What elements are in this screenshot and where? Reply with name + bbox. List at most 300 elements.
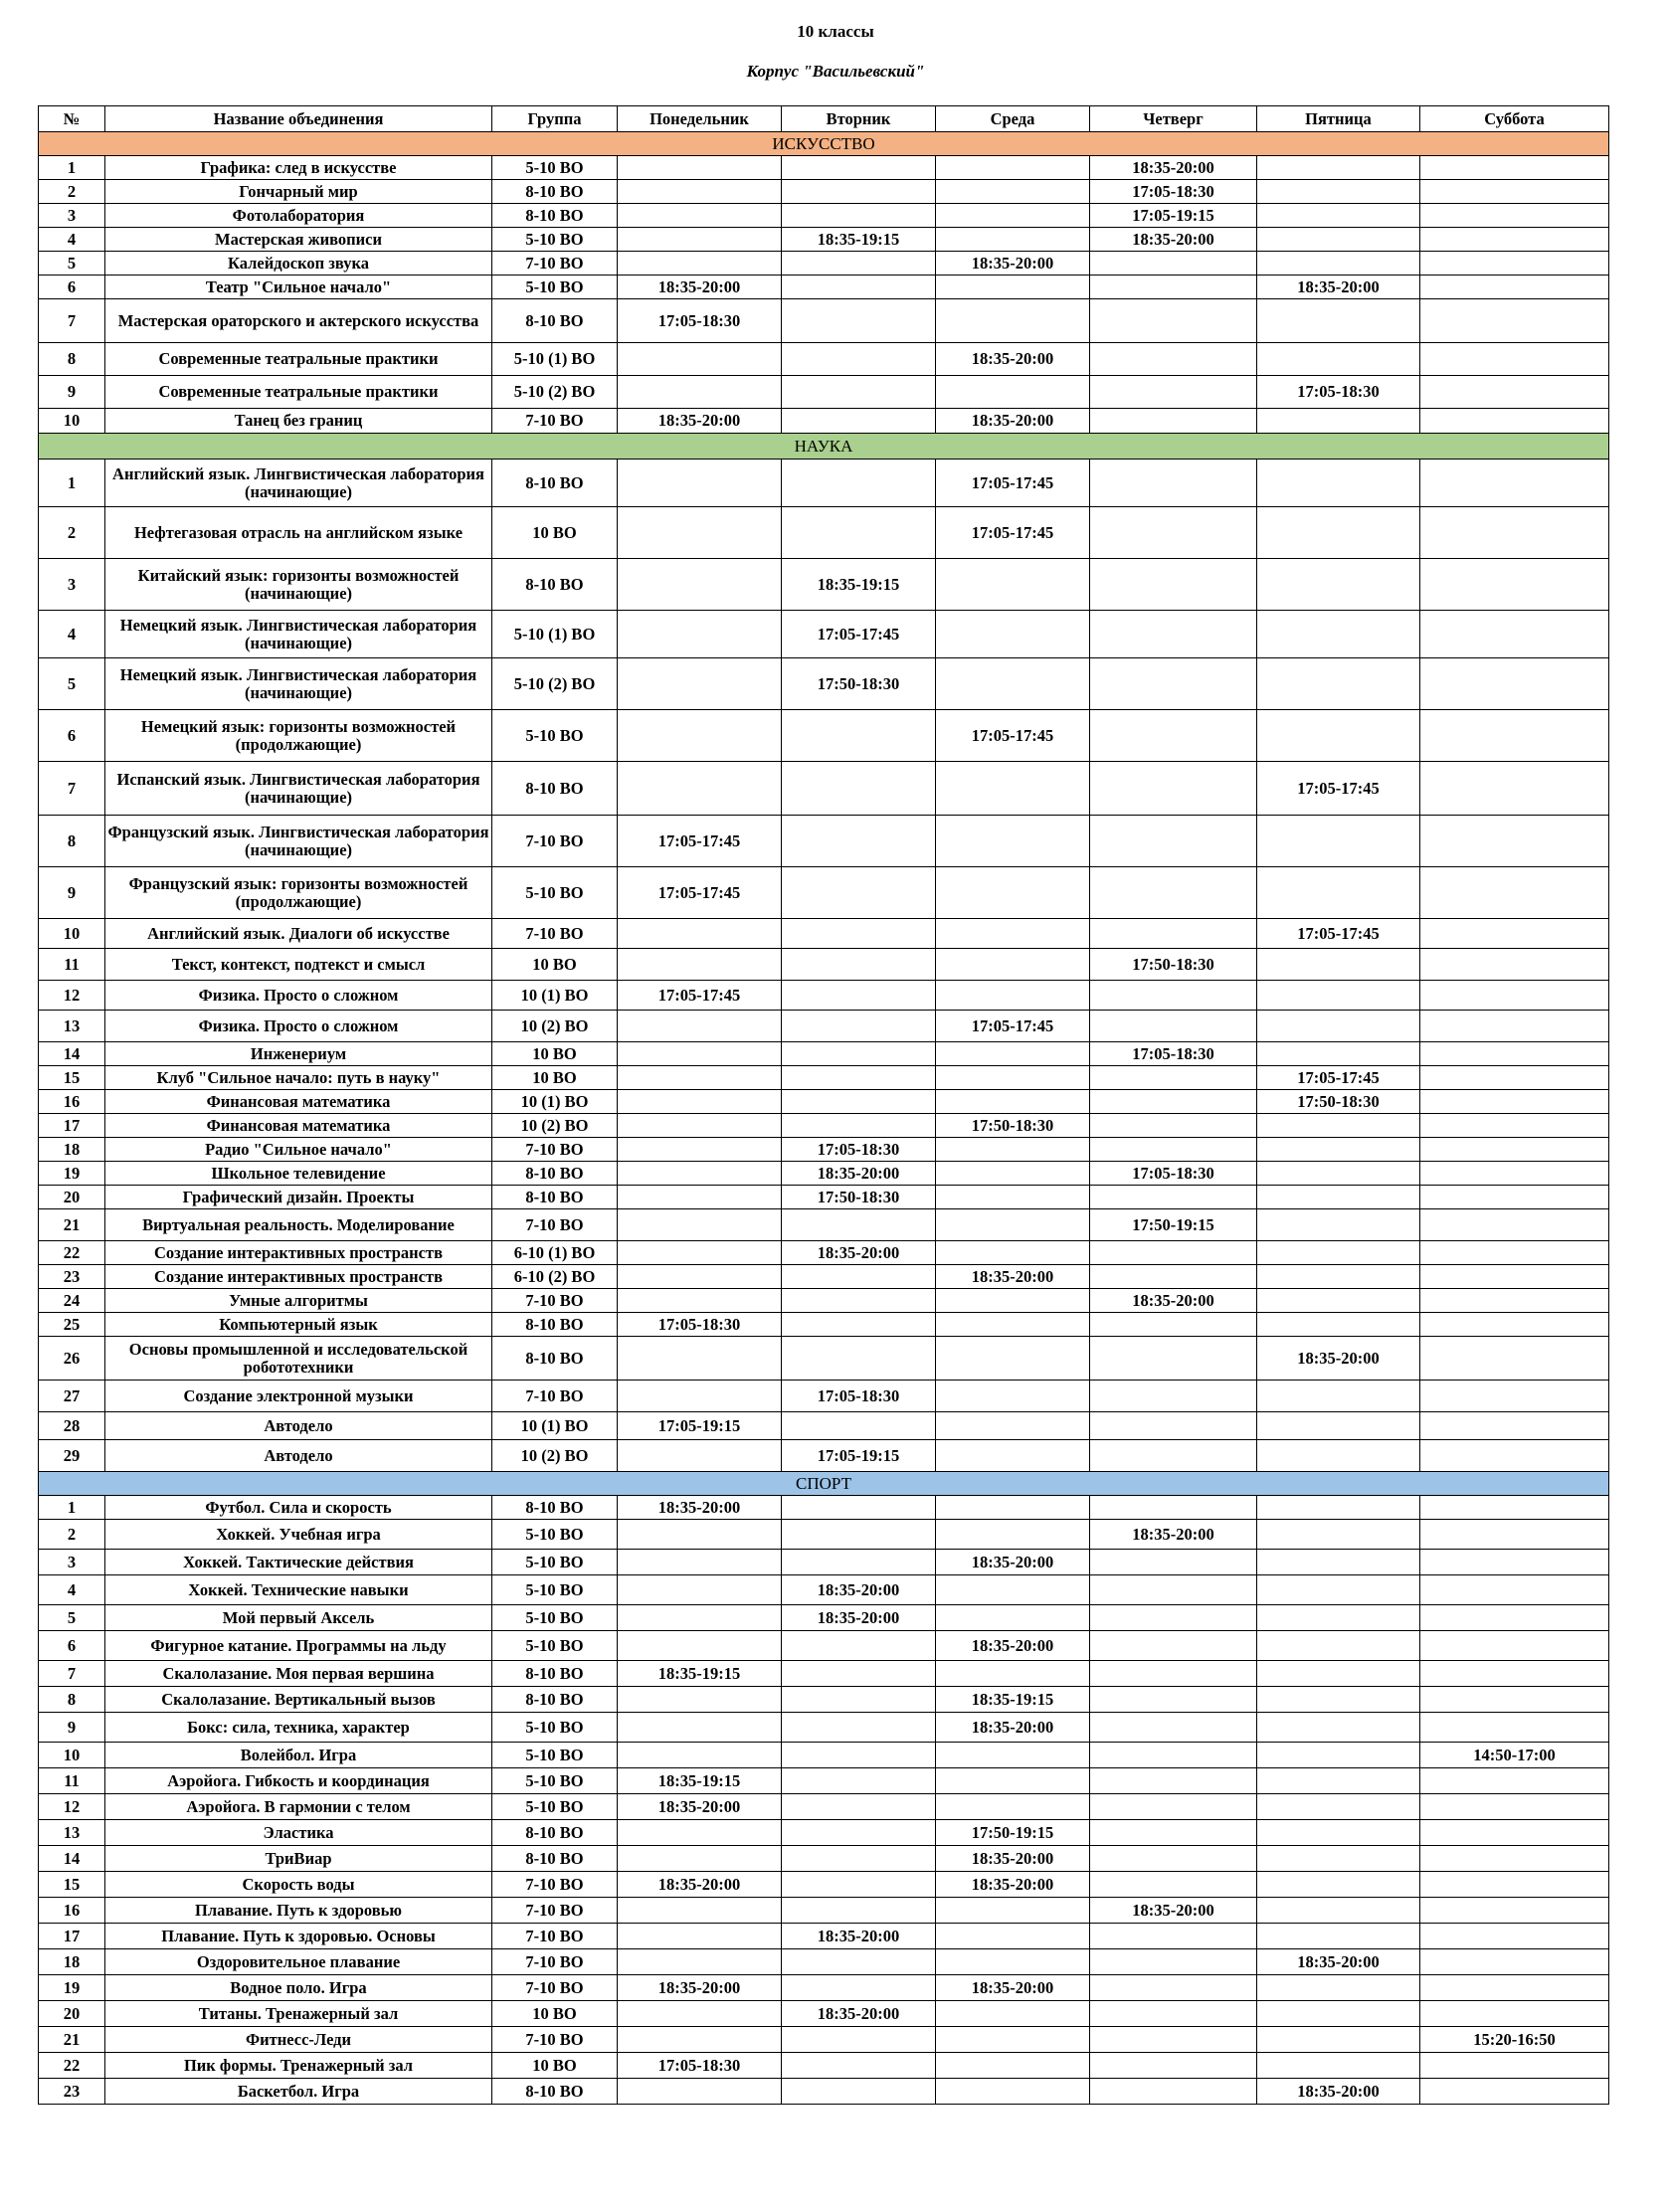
cell-friday xyxy=(1257,1440,1420,1472)
table-row xyxy=(39,1241,1609,1265)
cell-wednesday: 18:35-19:15 xyxy=(936,1687,1090,1713)
cell-tuesday: 17:05-18:30 xyxy=(782,1381,936,1412)
cell-thursday xyxy=(1090,1575,1257,1605)
cell-monday: 18:35-20:00 xyxy=(618,1872,782,1898)
cell-number: 20 xyxy=(39,1186,105,1209)
cell-wednesday: 17:05-17:45 xyxy=(936,1011,1090,1042)
cell-friday xyxy=(1257,981,1420,1011)
table-row xyxy=(39,816,1609,867)
cell-wednesday xyxy=(936,1440,1090,1472)
cell-tuesday xyxy=(782,1794,936,1820)
table-row xyxy=(39,1550,1609,1575)
cell-number: 9 xyxy=(39,376,105,409)
cell-group: 10 ВО xyxy=(492,1042,618,1066)
cell-name: Баскетбол. Игра xyxy=(105,2079,492,2105)
table-row xyxy=(39,228,1609,252)
cell-number: 21 xyxy=(39,1209,105,1241)
cell-friday: 18:35-20:00 xyxy=(1257,276,1420,299)
cell-group: 10 (2) ВО xyxy=(492,1011,618,1042)
cell-name: Радио "Сильное начало" xyxy=(105,1138,492,1162)
cell-thursday xyxy=(1090,1138,1257,1162)
cell-name: Аэройога. В гармонии с телом xyxy=(105,1794,492,1820)
cell-saturday xyxy=(1420,1898,1609,1924)
cell-wednesday xyxy=(936,1794,1090,1820)
cell-group: 10 ВО xyxy=(492,2053,618,2079)
cell-tuesday xyxy=(782,252,936,276)
cell-group: 8-10 ВО xyxy=(492,2079,618,2105)
cell-wednesday xyxy=(936,1090,1090,1114)
cell-saturday xyxy=(1420,1162,1609,1186)
table-row xyxy=(39,1846,1609,1872)
cell-saturday xyxy=(1420,1975,1609,2001)
cell-thursday: 17:50-19:15 xyxy=(1090,1209,1257,1241)
cell-thursday xyxy=(1090,1440,1257,1472)
cell-group: 5-10 ВО xyxy=(492,1794,618,1820)
cell-thursday xyxy=(1090,2053,1257,2079)
cell-friday xyxy=(1257,156,1420,180)
cell-saturday xyxy=(1420,1768,1609,1794)
cell-saturday xyxy=(1420,1820,1609,1846)
cell-tuesday xyxy=(782,343,936,376)
cell-name: Создание интерактивных пространств xyxy=(105,1241,492,1265)
cell-saturday xyxy=(1420,867,1609,919)
cell-wednesday xyxy=(936,228,1090,252)
cell-tuesday: 18:35-19:15 xyxy=(782,559,936,611)
cell-friday: 17:05-17:45 xyxy=(1257,919,1420,949)
cell-monday: 18:35-19:15 xyxy=(618,1768,782,1794)
cell-thursday xyxy=(1090,276,1257,299)
table-row xyxy=(39,762,1609,816)
cell-thursday xyxy=(1090,1975,1257,2001)
cell-name: Волейбол. Игра xyxy=(105,1743,492,1768)
cell-tuesday xyxy=(782,1768,936,1794)
cell-monday: 17:05-17:45 xyxy=(618,867,782,919)
cell-tuesday xyxy=(782,2053,936,2079)
cell-group: 5-10 ВО xyxy=(492,276,618,299)
cell-monday xyxy=(618,1186,782,1209)
cell-friday xyxy=(1257,1162,1420,1186)
cell-number: 14 xyxy=(39,1846,105,1872)
cell-group: 5-10 ВО xyxy=(492,156,618,180)
cell-monday xyxy=(618,1898,782,1924)
cell-monday: 18:35-20:00 xyxy=(618,1794,782,1820)
cell-group: 6-10 (1) ВО xyxy=(492,1241,618,1265)
cell-friday xyxy=(1257,252,1420,276)
cell-friday xyxy=(1257,1138,1420,1162)
cell-tuesday xyxy=(782,1550,936,1575)
cell-thursday xyxy=(1090,252,1257,276)
cell-number: 12 xyxy=(39,1794,105,1820)
cell-number: 8 xyxy=(39,816,105,867)
cell-saturday xyxy=(1420,949,1609,981)
cell-name: Английский язык. Диалоги об искусстве xyxy=(105,919,492,949)
cell-tuesday xyxy=(782,1042,936,1066)
cell-name: Физика. Просто о сложном xyxy=(105,981,492,1011)
cell-wednesday xyxy=(936,156,1090,180)
cell-number: 17 xyxy=(39,1114,105,1138)
cell-friday xyxy=(1257,1872,1420,1898)
cell-wednesday xyxy=(936,1138,1090,1162)
cell-group: 10 (1) ВО xyxy=(492,1090,618,1114)
cell-tuesday xyxy=(782,1520,936,1550)
cell-thursday xyxy=(1090,981,1257,1011)
header-cell-group: Группа xyxy=(492,106,618,132)
cell-group: 5-10 (2) ВО xyxy=(492,376,618,409)
cell-tuesday xyxy=(782,376,936,409)
cell-thursday xyxy=(1090,1313,1257,1337)
cell-saturday xyxy=(1420,1138,1609,1162)
cell-number: 8 xyxy=(39,343,105,376)
cell-monday xyxy=(618,1042,782,1066)
table-row xyxy=(39,1162,1609,1186)
cell-number: 12 xyxy=(39,981,105,1011)
cell-monday xyxy=(618,1846,782,1872)
table-row xyxy=(39,1743,1609,1768)
table-row xyxy=(39,1575,1609,1605)
cell-saturday xyxy=(1420,376,1609,409)
cell-group: 5-10 ВО xyxy=(492,1768,618,1794)
cell-wednesday: 18:35-20:00 xyxy=(936,1872,1090,1898)
cell-thursday xyxy=(1090,409,1257,434)
cell-saturday xyxy=(1420,460,1609,507)
cell-friday xyxy=(1257,1820,1420,1846)
cell-number: 23 xyxy=(39,1265,105,1289)
cell-thursday: 18:35-20:00 xyxy=(1090,228,1257,252)
cell-saturday xyxy=(1420,2053,1609,2079)
cell-wednesday xyxy=(936,559,1090,611)
cell-saturday xyxy=(1420,180,1609,204)
header-cell-monday: Понедельник xyxy=(618,106,782,132)
cell-tuesday: 17:05-19:15 xyxy=(782,1440,936,1472)
cell-number: 10 xyxy=(39,1743,105,1768)
cell-thursday xyxy=(1090,762,1257,816)
cell-wednesday xyxy=(936,1949,1090,1975)
cell-name: Умные алгоритмы xyxy=(105,1289,492,1313)
cell-group: 10 (2) ВО xyxy=(492,1440,618,1472)
header-cell-friday: Пятница xyxy=(1257,106,1420,132)
table-row xyxy=(39,1042,1609,1066)
cell-friday xyxy=(1257,204,1420,228)
cell-tuesday xyxy=(782,1975,936,2001)
cell-group: 7-10 ВО xyxy=(492,919,618,949)
cell-thursday: 17:50-18:30 xyxy=(1090,949,1257,981)
cell-wednesday xyxy=(936,1496,1090,1520)
cell-group: 5-10 (2) ВО xyxy=(492,658,618,710)
cell-name: Компьютерный язык xyxy=(105,1313,492,1337)
cell-tuesday xyxy=(782,1496,936,1520)
cell-number: 25 xyxy=(39,1313,105,1337)
cell-thursday: 17:05-18:30 xyxy=(1090,180,1257,204)
cell-saturday xyxy=(1420,409,1609,434)
cell-friday xyxy=(1257,409,1420,434)
cell-group: 7-10 ВО xyxy=(492,1289,618,1313)
cell-saturday xyxy=(1420,1846,1609,1872)
cell-group: 8-10 ВО xyxy=(492,180,618,204)
cell-monday xyxy=(618,1687,782,1713)
cell-group: 6-10 (2) ВО xyxy=(492,1265,618,1289)
cell-number: 1 xyxy=(39,460,105,507)
cell-wednesday: 17:50-18:30 xyxy=(936,1114,1090,1138)
cell-thursday xyxy=(1090,1550,1257,1575)
cell-thursday: 17:05-18:30 xyxy=(1090,1042,1257,1066)
cell-wednesday: 18:35-20:00 xyxy=(936,1846,1090,1872)
cell-wednesday xyxy=(936,1661,1090,1687)
cell-thursday xyxy=(1090,1114,1257,1138)
cell-thursday xyxy=(1090,1631,1257,1661)
cell-tuesday: 18:35-19:15 xyxy=(782,228,936,252)
cell-friday xyxy=(1257,1520,1420,1550)
cell-thursday xyxy=(1090,1605,1257,1631)
cell-group: 8-10 ВО xyxy=(492,1820,618,1846)
cell-monday xyxy=(618,2079,782,2105)
table-row xyxy=(39,949,1609,981)
cell-tuesday: 17:50-18:30 xyxy=(782,1186,936,1209)
table-row xyxy=(39,1186,1609,1209)
cell-name: Современные театральные практики xyxy=(105,343,492,376)
cell-number: 7 xyxy=(39,762,105,816)
cell-friday xyxy=(1257,180,1420,204)
table-row xyxy=(39,867,1609,919)
cell-saturday xyxy=(1420,1313,1609,1337)
cell-monday xyxy=(618,507,782,559)
cell-friday: 17:05-18:30 xyxy=(1257,376,1420,409)
cell-tuesday xyxy=(782,1265,936,1289)
table-row xyxy=(39,204,1609,228)
table-row xyxy=(39,1898,1609,1924)
cell-wednesday xyxy=(936,867,1090,919)
cell-thursday xyxy=(1090,1687,1257,1713)
cell-name: Испанский язык. Лингвистическая лаборатория (начинающие) xyxy=(105,762,492,816)
cell-wednesday xyxy=(936,376,1090,409)
cell-name: Хоккей. Тактические действия xyxy=(105,1550,492,1575)
cell-tuesday xyxy=(782,204,936,228)
table-row xyxy=(39,252,1609,276)
cell-group: 7-10 ВО xyxy=(492,1898,618,1924)
cell-thursday: 17:05-19:15 xyxy=(1090,204,1257,228)
cell-friday xyxy=(1257,2001,1420,2027)
cell-monday: 17:05-18:30 xyxy=(618,299,782,343)
cell-wednesday: 17:05-17:45 xyxy=(936,507,1090,559)
cell-wednesday: 18:35-20:00 xyxy=(936,1631,1090,1661)
cell-thursday xyxy=(1090,299,1257,343)
cell-friday xyxy=(1257,1743,1420,1768)
cell-monday: 18:35-20:00 xyxy=(618,1496,782,1520)
cell-number: 10 xyxy=(39,409,105,434)
cell-group: 8-10 ВО xyxy=(492,1186,618,1209)
cell-friday xyxy=(1257,507,1420,559)
cell-name: Хоккей. Технические навыки xyxy=(105,1575,492,1605)
cell-friday xyxy=(1257,1381,1420,1412)
cell-name: Школьное телевидение xyxy=(105,1162,492,1186)
cell-name: Физика. Просто о сложном xyxy=(105,1011,492,1042)
cell-monday xyxy=(618,1241,782,1265)
cell-saturday xyxy=(1420,1241,1609,1265)
cell-friday xyxy=(1257,1575,1420,1605)
cell-wednesday xyxy=(936,1313,1090,1337)
cell-monday xyxy=(618,156,782,180)
cell-tuesday: 18:35-20:00 xyxy=(782,1162,936,1186)
schedule-table xyxy=(38,105,1609,2105)
section-row xyxy=(39,132,1609,156)
cell-number: 7 xyxy=(39,1661,105,1687)
cell-friday xyxy=(1257,710,1420,762)
cell-name: Мой первый Аксель xyxy=(105,1605,492,1631)
cell-group: 10 ВО xyxy=(492,507,618,559)
cell-group: 5-10 ВО xyxy=(492,1631,618,1661)
cell-group: 7-10 ВО xyxy=(492,1381,618,1412)
cell-name: Плавание. Путь к здоровью. Основы xyxy=(105,1924,492,1949)
page-title: 10 классы xyxy=(797,22,874,41)
cell-thursday xyxy=(1090,376,1257,409)
table-row xyxy=(39,1661,1609,1687)
table-row xyxy=(39,1066,1609,1090)
cell-friday xyxy=(1257,1209,1420,1241)
cell-friday xyxy=(1257,1975,1420,2001)
table-row xyxy=(39,507,1609,559)
cell-friday: 17:50-18:30 xyxy=(1257,1090,1420,1114)
cell-group: 8-10 ВО xyxy=(492,204,618,228)
cell-saturday xyxy=(1420,559,1609,611)
cell-name: Пик формы. Тренажерный зал xyxy=(105,2053,492,2079)
cell-group: 7-10 ВО xyxy=(492,1872,618,1898)
cell-tuesday xyxy=(782,1661,936,1687)
table-row xyxy=(39,343,1609,376)
cell-thursday xyxy=(1090,1066,1257,1090)
header-cell-name: Название объединения xyxy=(105,106,492,132)
cell-friday xyxy=(1257,1713,1420,1743)
cell-group: 8-10 ВО xyxy=(492,1687,618,1713)
cell-saturday xyxy=(1420,981,1609,1011)
cell-thursday xyxy=(1090,2027,1257,2053)
cell-monday xyxy=(618,1949,782,1975)
cell-group: 8-10 ВО xyxy=(492,1162,618,1186)
table-row xyxy=(39,2001,1609,2027)
cell-monday xyxy=(618,1090,782,1114)
cell-tuesday xyxy=(782,867,936,919)
cell-friday xyxy=(1257,1605,1420,1631)
cell-wednesday xyxy=(936,1898,1090,1924)
section-title: СПОРТ xyxy=(39,1472,1609,1496)
cell-friday xyxy=(1257,1687,1420,1713)
table-row xyxy=(39,2027,1609,2053)
cell-saturday xyxy=(1420,2001,1609,2027)
cell-friday: 18:35-20:00 xyxy=(1257,1337,1420,1381)
cell-tuesday xyxy=(782,710,936,762)
cell-number: 2 xyxy=(39,180,105,204)
cell-friday xyxy=(1257,1550,1420,1575)
cell-monday xyxy=(618,376,782,409)
schedule-body xyxy=(39,132,1609,2105)
cell-friday xyxy=(1257,1898,1420,1924)
cell-tuesday: 18:35-20:00 xyxy=(782,1924,936,1949)
cell-wednesday xyxy=(936,1162,1090,1186)
cell-saturday xyxy=(1420,156,1609,180)
cell-thursday xyxy=(1090,2079,1257,2105)
cell-monday xyxy=(618,919,782,949)
cell-monday xyxy=(618,658,782,710)
cell-number: 4 xyxy=(39,611,105,658)
cell-thursday xyxy=(1090,559,1257,611)
cell-group: 5-10 ВО xyxy=(492,1743,618,1768)
table-row xyxy=(39,1090,1609,1114)
cell-thursday: 18:35-20:00 xyxy=(1090,156,1257,180)
cell-thursday xyxy=(1090,1872,1257,1898)
cell-thursday xyxy=(1090,2001,1257,2027)
cell-group: 5-10 ВО xyxy=(492,867,618,919)
cell-wednesday xyxy=(936,2001,1090,2027)
table-row xyxy=(39,1687,1609,1713)
cell-tuesday xyxy=(782,1631,936,1661)
cell-name: Танец без границ xyxy=(105,409,492,434)
cell-monday: 17:05-17:45 xyxy=(618,981,782,1011)
cell-name: Французский язык: горизонты возможностей (продолжающие) xyxy=(105,867,492,919)
cell-saturday xyxy=(1420,1605,1609,1631)
table-row xyxy=(39,1209,1609,1241)
cell-wednesday: 18:35-20:00 xyxy=(936,252,1090,276)
cell-friday: 17:05-17:45 xyxy=(1257,762,1420,816)
cell-number: 8 xyxy=(39,1687,105,1713)
cell-tuesday xyxy=(782,1289,936,1313)
cell-wednesday xyxy=(936,180,1090,204)
cell-thursday: 17:05-18:30 xyxy=(1090,1162,1257,1186)
cell-group: 10 ВО xyxy=(492,1066,618,1090)
cell-saturday xyxy=(1420,762,1609,816)
table-row xyxy=(39,460,1609,507)
cell-monday xyxy=(618,180,782,204)
table-row xyxy=(39,611,1609,658)
cell-saturday xyxy=(1420,1520,1609,1550)
cell-wednesday xyxy=(936,1924,1090,1949)
cell-group: 5-10 (1) ВО xyxy=(492,343,618,376)
cell-name: ТриВиар xyxy=(105,1846,492,1872)
cell-monday: 18:35-19:15 xyxy=(618,1661,782,1687)
cell-monday xyxy=(618,710,782,762)
cell-friday xyxy=(1257,1661,1420,1687)
cell-number: 28 xyxy=(39,1412,105,1440)
cell-tuesday xyxy=(782,299,936,343)
section-row xyxy=(39,1472,1609,1496)
cell-thursday xyxy=(1090,919,1257,949)
cell-name: Клуб "Сильное начало: путь в науку" xyxy=(105,1066,492,1090)
cell-monday xyxy=(618,1550,782,1575)
cell-group: 5-10 ВО xyxy=(492,1605,618,1631)
cell-group: 7-10 ВО xyxy=(492,2027,618,2053)
cell-name: Титаны. Тренажерный зал xyxy=(105,2001,492,2027)
cell-group: 5-10 ВО xyxy=(492,710,618,762)
cell-monday xyxy=(618,949,782,981)
cell-wednesday xyxy=(936,2053,1090,2079)
table-row xyxy=(39,2079,1609,2105)
table-row xyxy=(39,981,1609,1011)
cell-number: 26 xyxy=(39,1337,105,1381)
cell-friday xyxy=(1257,1768,1420,1794)
cell-number: 15 xyxy=(39,1872,105,1898)
cell-monday xyxy=(618,1605,782,1631)
cell-group: 8-10 ВО xyxy=(492,299,618,343)
table-row xyxy=(39,376,1609,409)
cell-group: 10 ВО xyxy=(492,2001,618,2027)
cell-saturday xyxy=(1420,2079,1609,2105)
cell-wednesday xyxy=(936,658,1090,710)
cell-monday xyxy=(618,559,782,611)
table-row xyxy=(39,710,1609,762)
cell-tuesday xyxy=(782,1313,936,1337)
header-cell-wednesday: Среда xyxy=(936,106,1090,132)
cell-wednesday xyxy=(936,1412,1090,1440)
cell-friday xyxy=(1257,867,1420,919)
cell-wednesday: 18:35-20:00 xyxy=(936,409,1090,434)
table-row xyxy=(39,276,1609,299)
